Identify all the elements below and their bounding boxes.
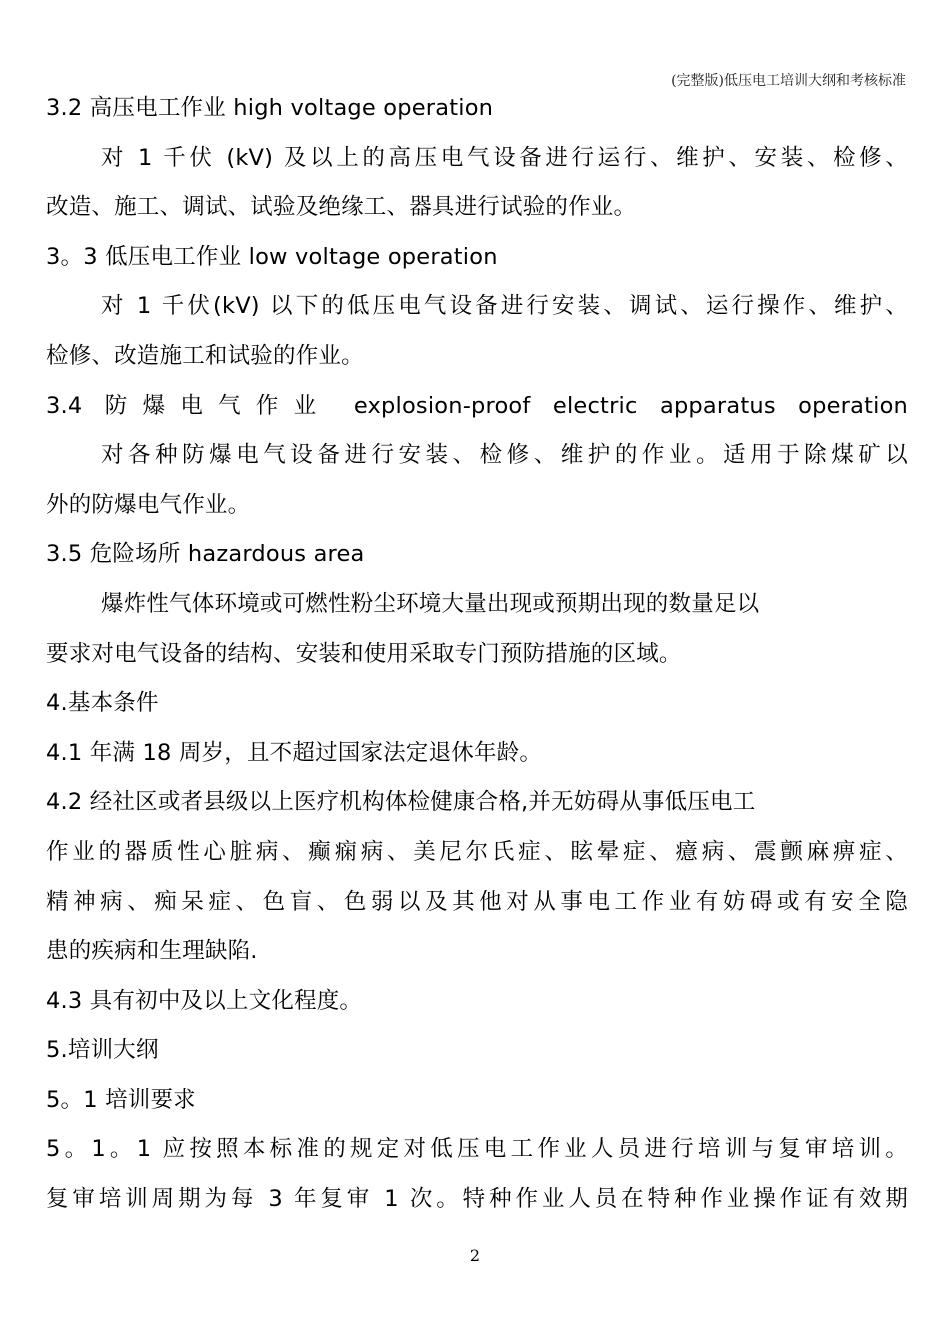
page-number: 2 xyxy=(469,1246,481,1265)
text-line: 3.2 高压电工作业 high voltage operation xyxy=(46,95,494,121)
text-line: 5.培训大纲 xyxy=(46,1037,159,1064)
text-line: 复审培训周期为每 3 年复审 1 次。特种作业人员在特种作业操作证有效期 xyxy=(46,1186,908,1213)
text-line: 改造、施工、调试、试验及绝缘工、器具进行试验的作业。 xyxy=(46,194,637,221)
text-line: 4.基本条件 xyxy=(46,690,159,717)
text-line: 对 1 千伏 (kV) 及以上的高压电气设备进行运行、维护、安装、检修、 xyxy=(101,144,908,171)
text-line: 4.2 经社区或者县级以上医疗机构体检健康合格,并无妨碍从事低压电工 xyxy=(46,789,756,816)
text-line: 外的防爆电气作业。 xyxy=(46,491,251,518)
text-line: 4.1 年满 18 周岁，且不超过国家法定退休年龄。 xyxy=(46,739,543,766)
text-line: 3.5 危险场所 hazardous area xyxy=(46,541,365,568)
document-body xyxy=(46,88,908,1229)
text-line: 5。1 培训要求 xyxy=(46,1086,196,1113)
text-line: 3.4 防爆电气作业 explosion-proof electric apparatus operation xyxy=(46,392,908,419)
text-line: 对各种防爆电气设备进行安装、检修、维护的作业。适用于除煤矿以 xyxy=(101,442,908,469)
page-header: (完整版)低压电工培训大纲和考核标准 xyxy=(671,73,906,89)
text-line: 作业的器质性心脏病、癫痫病、美尼尔氏症、眩晕症、癔病、震颤麻痹症、 xyxy=(46,838,908,865)
text-line: 4.3 具有初中及以上文化程度。 xyxy=(46,987,363,1014)
text-line: 爆炸性气体环境或可燃性粉尘环境大量出现或预期出现的数量足以 xyxy=(101,590,760,617)
text-line: 精神病、痴呆症、色盲、色弱以及其他对从事电工作业有妨碍或有安全隐 xyxy=(46,888,908,915)
text-line: 对 1 千伏(kV) 以下的低压电气设备进行安装、调试、运行操作、维护、 xyxy=(101,293,908,320)
text-line: 检修、改造施工和试验的作业。 xyxy=(46,342,364,369)
text-line: 要求对电气设备的结构、安装和使用采取专门预防措施的区域。 xyxy=(46,640,682,667)
text-line: 3。3 低压电工作业 low voltage operation xyxy=(46,243,498,270)
text-line: 患的疾病和生理缺陷. xyxy=(46,938,258,965)
text-line: 5。1。1 应按照本标准的规定对低压电工作业人员进行培训与复审培训。 xyxy=(46,1136,908,1163)
